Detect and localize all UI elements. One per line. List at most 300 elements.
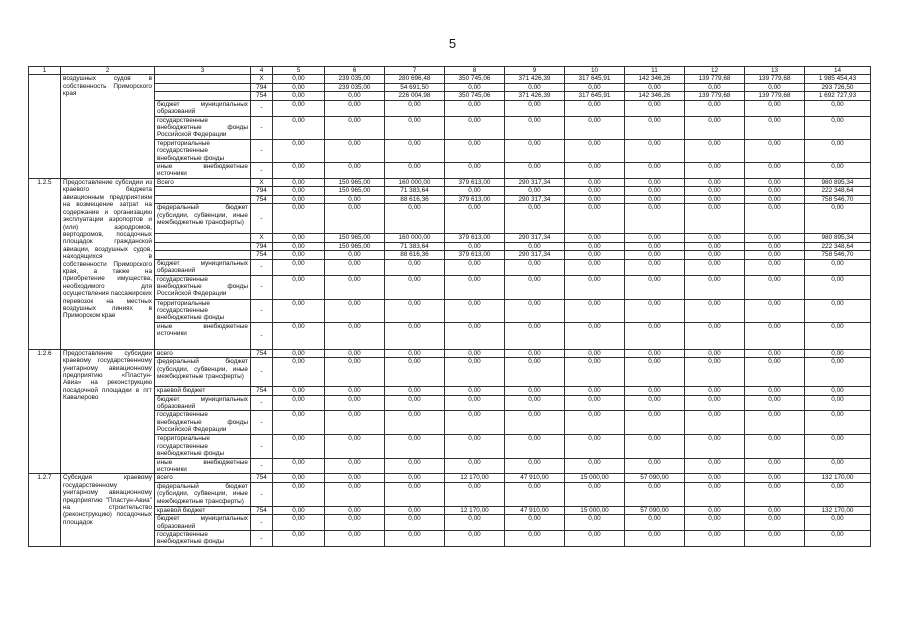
value-cell-col-5: 0,00 bbox=[273, 299, 325, 322]
value-cell-col-12: 0,00 bbox=[685, 275, 745, 299]
value-cell-col-12: 0,00 bbox=[685, 163, 745, 179]
table-row bbox=[29, 349, 871, 357]
budget-code: - bbox=[251, 395, 273, 411]
value-cell-col-12: 0,00 bbox=[685, 506, 745, 514]
value-cell-col-9: 290 317,34 bbox=[505, 234, 565, 242]
value-cell-col-11: 0,00 bbox=[625, 242, 685, 250]
value-cell-col-13: 0,00 bbox=[745, 358, 805, 387]
value-cell-col-9: 0,00 bbox=[505, 435, 565, 458]
value-cell-col-14: 0,00 bbox=[805, 482, 871, 506]
value-cell-col-12: 139 779,68 bbox=[685, 92, 745, 100]
value-cell-col-8: 0,00 bbox=[445, 458, 505, 474]
value-cell-col-11: 0,00 bbox=[625, 395, 685, 411]
value-cell-col-14: 0,00 bbox=[805, 435, 871, 458]
value-cell-col-6: 0,00 bbox=[325, 349, 385, 357]
value-cell-col-10: 0,00 bbox=[565, 163, 625, 179]
funding-source: государственные внебюджетные фонды bbox=[155, 531, 251, 547]
value-cell-col-11: 0,00 bbox=[625, 163, 685, 179]
value-cell-col-12: 0,00 bbox=[685, 139, 745, 162]
value-cell-col-12: 0,00 bbox=[685, 435, 745, 458]
funding-source: государственные внебюджетные фонды Российской Федерации bbox=[155, 275, 251, 299]
value-cell-col-12: 0,00 bbox=[685, 83, 745, 91]
value-cell-col-12: 0,00 bbox=[685, 515, 745, 531]
value-cell-col-13: 0,00 bbox=[745, 204, 805, 234]
funding-source bbox=[155, 92, 251, 100]
value-cell-col-9: 0,00 bbox=[505, 358, 565, 387]
value-cell-col-10: 0,00 bbox=[565, 251, 625, 259]
value-cell-col-8: 0,00 bbox=[445, 531, 505, 547]
budget-code: 754 bbox=[251, 251, 273, 259]
value-cell-col-11: 0,00 bbox=[625, 139, 685, 162]
value-cell-col-9: 0,00 bbox=[505, 83, 565, 91]
value-cell-col-12: 0,00 bbox=[685, 395, 745, 411]
value-cell-col-10: 0,00 bbox=[565, 322, 625, 349]
value-cell-col-5: 0,00 bbox=[273, 195, 325, 203]
table-row bbox=[29, 242, 871, 250]
value-cell-col-13: 0,00 bbox=[745, 195, 805, 203]
column-header-9: 9 bbox=[505, 67, 565, 75]
value-cell-col-6: 0,00 bbox=[325, 506, 385, 514]
budget-code: - bbox=[251, 531, 273, 547]
value-cell-col-8: 379 613,00 bbox=[445, 251, 505, 259]
value-cell-col-8: 12 170,00 bbox=[445, 506, 505, 514]
value-cell-col-5: 0,00 bbox=[273, 179, 325, 187]
value-cell-col-9: 0,00 bbox=[505, 163, 565, 179]
funding-source bbox=[155, 75, 251, 83]
table-row bbox=[29, 195, 871, 203]
value-cell-col-13: 0,00 bbox=[745, 83, 805, 91]
value-cell-col-10: 0,00 bbox=[565, 259, 625, 275]
funding-source: федеральный бюджет (субсидии, субвенции, иные межбюджетные трансферты) bbox=[155, 482, 251, 506]
value-cell-col-9: 290 317,34 bbox=[505, 195, 565, 203]
value-cell-col-8: 0,00 bbox=[445, 204, 505, 234]
value-cell-col-8: 350 745,06 bbox=[445, 92, 505, 100]
value-cell-col-9: 0,00 bbox=[505, 187, 565, 195]
value-cell-col-14: 0,00 bbox=[805, 458, 871, 474]
value-cell-col-11: 0,00 bbox=[625, 411, 685, 435]
value-cell-col-7: 0,00 bbox=[385, 163, 445, 179]
value-cell-col-14: 980 895,34 bbox=[805, 179, 871, 187]
item-description: Предоставление субсидии из краевого бюджета авиационным предприятиям на возмещение затрат на содержание и организацию эксплуатации аэропортов и (или) аэродромов, вертодромов, посадочных площадок гражданской авиации, воздушных судов, находящихся в собственности Приморского края, а также на приобретение имущества, необходимого для осуществления пассажирских перевозок на местных воздушных линиях в Приморском крае bbox=[61, 179, 155, 350]
item-number: 1.2.7 bbox=[29, 474, 61, 546]
table-row bbox=[29, 251, 871, 259]
budget-code: - bbox=[251, 299, 273, 322]
value-cell-col-6: 0,00 bbox=[325, 195, 385, 203]
table-row bbox=[29, 83, 871, 91]
budget-code: 754 bbox=[251, 92, 273, 100]
value-cell-col-8: 0,00 bbox=[445, 395, 505, 411]
value-cell-col-10: 0,00 bbox=[565, 411, 625, 435]
value-cell-col-8: 0,00 bbox=[445, 100, 505, 116]
budget-code: 754 bbox=[251, 506, 273, 514]
value-cell-col-7: 160 000,00 bbox=[385, 179, 445, 187]
table-row bbox=[29, 387, 871, 395]
value-cell-col-12: 0,00 bbox=[685, 458, 745, 474]
value-cell-col-5: 0,00 bbox=[273, 275, 325, 299]
value-cell-col-11: 57 090,00 bbox=[625, 506, 685, 514]
value-cell-col-6: 0,00 bbox=[325, 358, 385, 387]
value-cell-col-12: 0,00 bbox=[685, 100, 745, 116]
value-cell-col-5: 0,00 bbox=[273, 395, 325, 411]
table-row bbox=[29, 395, 871, 411]
value-cell-col-11: 0,00 bbox=[625, 322, 685, 349]
value-cell-col-8: 0,00 bbox=[445, 163, 505, 179]
value-cell-col-12: 139 779,68 bbox=[685, 75, 745, 83]
value-cell-col-14: 0,00 bbox=[805, 116, 871, 139]
value-cell-col-8: 350 745,06 bbox=[445, 75, 505, 83]
value-cell-col-8: 0,00 bbox=[445, 482, 505, 506]
value-cell-col-12: 0,00 bbox=[685, 195, 745, 203]
value-cell-col-10: 0,00 bbox=[565, 299, 625, 322]
value-cell-col-6: 150 965,00 bbox=[325, 234, 385, 242]
value-cell-col-9: 0,00 bbox=[505, 116, 565, 139]
value-cell-col-13: 0,00 bbox=[745, 515, 805, 531]
value-cell-col-5: 0,00 bbox=[273, 204, 325, 234]
value-cell-col-7: 0,00 bbox=[385, 411, 445, 435]
value-cell-col-7: 160 000,00 bbox=[385, 234, 445, 242]
value-cell-col-7: 280 696,48 bbox=[385, 75, 445, 83]
value-cell-col-13: 0,00 bbox=[745, 458, 805, 474]
funding-source: всего bbox=[155, 349, 251, 357]
value-cell-col-14: 0,00 bbox=[805, 139, 871, 162]
value-cell-col-12: 0,00 bbox=[685, 322, 745, 349]
value-cell-col-7: 0,00 bbox=[385, 531, 445, 547]
value-cell-col-13: 0,00 bbox=[745, 387, 805, 395]
value-cell-col-8: 0,00 bbox=[445, 116, 505, 139]
table-row bbox=[29, 187, 871, 195]
value-cell-col-13: 139 779,68 bbox=[745, 75, 805, 83]
value-cell-col-14: 293 726,50 bbox=[805, 83, 871, 91]
value-cell-col-5: 0,00 bbox=[273, 83, 325, 91]
budget-code: 754 bbox=[251, 387, 273, 395]
value-cell-col-10: 0,00 bbox=[565, 349, 625, 357]
value-cell-col-14: 0,00 bbox=[805, 411, 871, 435]
value-cell-col-11: 0,00 bbox=[625, 515, 685, 531]
value-cell-col-6: 239 035,00 bbox=[325, 83, 385, 91]
value-cell-col-6: 0,00 bbox=[325, 251, 385, 259]
value-cell-col-10: 0,00 bbox=[565, 531, 625, 547]
value-cell-col-7: 226 004,98 bbox=[385, 92, 445, 100]
value-cell-col-7: 0,00 bbox=[385, 515, 445, 531]
value-cell-col-11: 0,00 bbox=[625, 349, 685, 357]
value-cell-col-13: 0,00 bbox=[745, 506, 805, 514]
value-cell-col-14: 132 170,00 bbox=[805, 474, 871, 482]
value-cell-col-13: 0,00 bbox=[745, 163, 805, 179]
value-cell-col-5: 0,00 bbox=[273, 411, 325, 435]
value-cell-col-14: 0,00 bbox=[805, 259, 871, 275]
funding-source bbox=[155, 234, 251, 242]
value-cell-col-9: 0,00 bbox=[505, 349, 565, 357]
budget-code: - bbox=[251, 322, 273, 349]
table-row bbox=[29, 163, 871, 179]
value-cell-col-5: 0,00 bbox=[273, 387, 325, 395]
value-cell-col-14: 0,00 bbox=[805, 100, 871, 116]
value-cell-col-13: 0,00 bbox=[745, 275, 805, 299]
funding-source: краевой бюджет bbox=[155, 506, 251, 514]
value-cell-col-5: 0,00 bbox=[273, 187, 325, 195]
value-cell-col-9: 0,00 bbox=[505, 395, 565, 411]
value-cell-col-8: 0,00 bbox=[445, 322, 505, 349]
budget-code: - bbox=[251, 482, 273, 506]
value-cell-col-11: 0,00 bbox=[625, 482, 685, 506]
table-row bbox=[29, 179, 871, 187]
funding-source: всего bbox=[155, 474, 251, 482]
item-description: Субсидия краевому государственному унитарному авиационному предприятию "Пластун-Авиа" на строительство (реконструкцию) посадочных площадок bbox=[61, 474, 155, 546]
value-cell-col-7: 88 616,36 bbox=[385, 251, 445, 259]
value-cell-col-7: 54 691,50 bbox=[385, 83, 445, 91]
value-cell-col-11: 0,00 bbox=[625, 251, 685, 259]
value-cell-col-10: 0,00 bbox=[565, 116, 625, 139]
value-cell-col-7: 71 383,64 bbox=[385, 242, 445, 250]
value-cell-col-10: 0,00 bbox=[565, 482, 625, 506]
column-header-8: 8 bbox=[445, 67, 505, 75]
funding-source bbox=[155, 251, 251, 259]
budget-code: 794 bbox=[251, 83, 273, 91]
budget-code: 754 bbox=[251, 195, 273, 203]
value-cell-col-14: 758 546,70 bbox=[805, 195, 871, 203]
funding-source: территориальные государственные внебюджетные фонды bbox=[155, 435, 251, 458]
budget-code: - bbox=[251, 116, 273, 139]
value-cell-col-14: 0,00 bbox=[805, 275, 871, 299]
table-row bbox=[29, 92, 871, 100]
value-cell-col-5: 0,00 bbox=[273, 75, 325, 83]
value-cell-col-7: 0,00 bbox=[385, 395, 445, 411]
value-cell-col-13: 0,00 bbox=[745, 179, 805, 187]
value-cell-col-9: 371 426,39 bbox=[505, 75, 565, 83]
value-cell-col-13: 0,00 bbox=[745, 100, 805, 116]
value-cell-col-7: 88 616,36 bbox=[385, 195, 445, 203]
funding-source bbox=[155, 187, 251, 195]
budget-code: - bbox=[251, 358, 273, 387]
value-cell-col-5: 0,00 bbox=[273, 242, 325, 250]
value-cell-col-14: 0,00 bbox=[805, 515, 871, 531]
value-cell-col-7: 0,00 bbox=[385, 100, 445, 116]
budget-code: - bbox=[251, 411, 273, 435]
value-cell-col-14: 132 170,00 bbox=[805, 506, 871, 514]
table-row bbox=[29, 116, 871, 139]
value-cell-col-9: 0,00 bbox=[505, 100, 565, 116]
value-cell-col-6: 0,00 bbox=[325, 139, 385, 162]
value-cell-col-10: 0,00 bbox=[565, 100, 625, 116]
value-cell-col-9: 290 317,34 bbox=[505, 179, 565, 187]
value-cell-col-6: 150 965,00 bbox=[325, 242, 385, 250]
value-cell-col-13: 0,00 bbox=[745, 139, 805, 162]
value-cell-col-8: 0,00 bbox=[445, 515, 505, 531]
value-cell-col-6: 0,00 bbox=[325, 100, 385, 116]
value-cell-col-14: 0,00 bbox=[805, 387, 871, 395]
budget-code: - bbox=[251, 163, 273, 179]
value-cell-col-7: 0,00 bbox=[385, 506, 445, 514]
funding-source: государственные внебюджетные фонды Российской Федерации bbox=[155, 116, 251, 139]
value-cell-col-10: 0,00 bbox=[565, 387, 625, 395]
value-cell-col-13: 0,00 bbox=[745, 349, 805, 357]
value-cell-col-6: 0,00 bbox=[325, 458, 385, 474]
value-cell-col-5: 0,00 bbox=[273, 100, 325, 116]
funding-source: бюджет муниципальных образований bbox=[155, 259, 251, 275]
value-cell-col-5: 0,00 bbox=[273, 458, 325, 474]
value-cell-col-5: 0,00 bbox=[273, 349, 325, 357]
budget-code: 794 bbox=[251, 242, 273, 250]
value-cell-col-10: 0,00 bbox=[565, 458, 625, 474]
item-description: воздушных судов в собственность Приморского края bbox=[61, 75, 155, 179]
value-cell-col-11: 0,00 bbox=[625, 435, 685, 458]
value-cell-col-10: 0,00 bbox=[565, 195, 625, 203]
value-cell-col-6: 239 035,00 bbox=[325, 75, 385, 83]
value-cell-col-6: 0,00 bbox=[325, 275, 385, 299]
value-cell-col-9: 47 910,00 bbox=[505, 474, 565, 482]
value-cell-col-8: 12 170,00 bbox=[445, 474, 505, 482]
value-cell-col-10: 317 645,91 bbox=[565, 75, 625, 83]
value-cell-col-8: 0,00 bbox=[445, 242, 505, 250]
item-number: 1.2.6 bbox=[29, 349, 61, 474]
value-cell-col-14: 0,00 bbox=[805, 531, 871, 547]
value-cell-col-7: 0,00 bbox=[385, 322, 445, 349]
value-cell-col-5: 0,00 bbox=[273, 234, 325, 242]
value-cell-col-12: 0,00 bbox=[685, 531, 745, 547]
table-row bbox=[29, 204, 871, 234]
value-cell-col-7: 0,00 bbox=[385, 116, 445, 139]
value-cell-col-13: 0,00 bbox=[745, 474, 805, 482]
value-cell-col-11: 142 346,26 bbox=[625, 75, 685, 83]
value-cell-col-14: 1 985 454,43 bbox=[805, 75, 871, 83]
funding-source: государственные внебюджетные фонды Российской Федерации bbox=[155, 411, 251, 435]
value-cell-col-10: 0,00 bbox=[565, 204, 625, 234]
value-cell-col-13: 0,00 bbox=[745, 187, 805, 195]
table-row bbox=[29, 474, 871, 482]
value-cell-col-12: 0,00 bbox=[685, 187, 745, 195]
value-cell-col-8: 379 613,00 bbox=[445, 195, 505, 203]
value-cell-col-7: 0,00 bbox=[385, 349, 445, 357]
funding-source: иные внебюджетные источники bbox=[155, 458, 251, 474]
budget-code: - bbox=[251, 204, 273, 234]
value-cell-col-6: 0,00 bbox=[325, 474, 385, 482]
value-cell-col-14: 0,00 bbox=[805, 204, 871, 234]
value-cell-col-11: 0,00 bbox=[625, 299, 685, 322]
value-cell-col-8: 379 613,00 bbox=[445, 234, 505, 242]
value-cell-col-8: 0,00 bbox=[445, 275, 505, 299]
value-cell-col-5: 0,00 bbox=[273, 251, 325, 259]
value-cell-col-6: 0,00 bbox=[325, 92, 385, 100]
value-cell-col-11: 57 090,00 bbox=[625, 474, 685, 482]
value-cell-col-10: 0,00 bbox=[565, 139, 625, 162]
value-cell-col-8: 0,00 bbox=[445, 358, 505, 387]
funding-source: федеральный бюджет (субсидии, субвенции, иные межбюджетные трансферты) bbox=[155, 358, 251, 387]
value-cell-col-5: 0,00 bbox=[273, 92, 325, 100]
item-number: 1.2.5 bbox=[29, 179, 61, 350]
value-cell-col-13: 0,00 bbox=[745, 116, 805, 139]
value-cell-col-7: 0,00 bbox=[385, 482, 445, 506]
item-number bbox=[29, 75, 61, 179]
table-row bbox=[29, 458, 871, 474]
table-row bbox=[29, 482, 871, 506]
budget-code: X bbox=[251, 75, 273, 83]
value-cell-col-14: 222 348,64 bbox=[805, 187, 871, 195]
budget-code: - bbox=[251, 139, 273, 162]
funding-source: бюджет муниципальных образований bbox=[155, 395, 251, 411]
funding-source: территориальные государственные внебюджетные фонды bbox=[155, 139, 251, 162]
value-cell-col-9: 290 317,34 bbox=[505, 251, 565, 259]
value-cell-col-5: 0,00 bbox=[273, 531, 325, 547]
column-header-row bbox=[29, 67, 871, 75]
value-cell-col-10: 0,00 bbox=[565, 358, 625, 387]
funding-source: Всего bbox=[155, 179, 251, 187]
value-cell-col-13: 0,00 bbox=[745, 251, 805, 259]
value-cell-col-10: 317 645,91 bbox=[565, 92, 625, 100]
value-cell-col-12: 0,00 bbox=[685, 299, 745, 322]
value-cell-col-11: 0,00 bbox=[625, 83, 685, 91]
value-cell-col-13: 0,00 bbox=[745, 259, 805, 275]
table-row bbox=[29, 411, 871, 435]
value-cell-col-13: 139 779,68 bbox=[745, 92, 805, 100]
column-header-14: 14 bbox=[805, 67, 871, 75]
budget-code: 794 bbox=[251, 187, 273, 195]
value-cell-col-6: 0,00 bbox=[325, 387, 385, 395]
value-cell-col-11: 0,00 bbox=[625, 275, 685, 299]
value-cell-col-9: 0,00 bbox=[505, 387, 565, 395]
value-cell-col-12: 0,00 bbox=[685, 251, 745, 259]
value-cell-col-6: 0,00 bbox=[325, 435, 385, 458]
value-cell-col-6: 150 965,00 bbox=[325, 179, 385, 187]
value-cell-col-14: 0,00 bbox=[805, 395, 871, 411]
budget-code: - bbox=[251, 435, 273, 458]
value-cell-col-6: 0,00 bbox=[325, 411, 385, 435]
value-cell-col-10: 15 000,00 bbox=[565, 506, 625, 514]
value-cell-col-5: 0,00 bbox=[273, 515, 325, 531]
value-cell-col-11: 0,00 bbox=[625, 259, 685, 275]
column-header-1: 1 bbox=[29, 67, 61, 75]
value-cell-col-9: 0,00 bbox=[505, 458, 565, 474]
value-cell-col-9: 0,00 bbox=[505, 139, 565, 162]
value-cell-col-9: 47 910,00 bbox=[505, 506, 565, 514]
value-cell-col-9: 0,00 bbox=[505, 242, 565, 250]
value-cell-col-13: 0,00 bbox=[745, 435, 805, 458]
value-cell-col-12: 0,00 bbox=[685, 234, 745, 242]
funding-source: иные внебюджетные источники bbox=[155, 163, 251, 179]
column-header-13: 13 bbox=[745, 67, 805, 75]
value-cell-col-14: 0,00 bbox=[805, 299, 871, 322]
column-header-7: 7 bbox=[385, 67, 445, 75]
value-cell-col-7: 0,00 bbox=[385, 387, 445, 395]
funding-source: иные внебюджетные источники bbox=[155, 322, 251, 349]
value-cell-col-14: 980 895,34 bbox=[805, 234, 871, 242]
budget-code: - bbox=[251, 515, 273, 531]
table-row bbox=[29, 322, 871, 349]
funding-source bbox=[155, 195, 251, 203]
value-cell-col-12: 0,00 bbox=[685, 411, 745, 435]
value-cell-col-11: 0,00 bbox=[625, 358, 685, 387]
funding-source: бюджет муниципальных образований bbox=[155, 515, 251, 531]
value-cell-col-12: 0,00 bbox=[685, 349, 745, 357]
value-cell-col-7: 0,00 bbox=[385, 204, 445, 234]
column-header-5: 5 bbox=[273, 67, 325, 75]
value-cell-col-13: 0,00 bbox=[745, 395, 805, 411]
value-cell-col-5: 0,00 bbox=[273, 474, 325, 482]
value-cell-col-9: 0,00 bbox=[505, 322, 565, 349]
value-cell-col-6: 0,00 bbox=[325, 163, 385, 179]
value-cell-col-6: 0,00 bbox=[325, 322, 385, 349]
value-cell-col-10: 0,00 bbox=[565, 435, 625, 458]
budget-code: 754 bbox=[251, 349, 273, 357]
table-row bbox=[29, 259, 871, 275]
value-cell-col-10: 0,00 bbox=[565, 234, 625, 242]
table-row bbox=[29, 506, 871, 514]
value-cell-col-12: 0,00 bbox=[685, 204, 745, 234]
value-cell-col-12: 0,00 bbox=[685, 242, 745, 250]
value-cell-col-11: 0,00 bbox=[625, 195, 685, 203]
value-cell-col-11: 0,00 bbox=[625, 100, 685, 116]
budget-table bbox=[28, 66, 871, 547]
value-cell-col-8: 0,00 bbox=[445, 411, 505, 435]
